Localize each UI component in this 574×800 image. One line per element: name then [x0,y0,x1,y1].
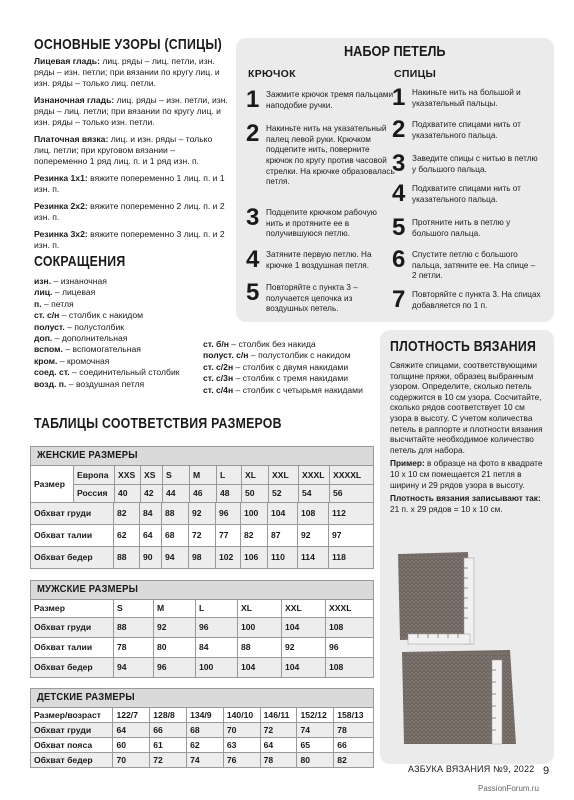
header-cell: 128/8 [149,708,186,722]
header-cell: 134/9 [186,708,223,722]
header-cell: 140/10 [223,708,260,722]
value-cell: 72 [188,525,215,546]
men-size-table [30,580,374,678]
value-cell: 78 [260,753,297,767]
value-cell: 94 [113,658,153,677]
women-measure-rows [31,502,373,568]
abbr-item: п. – петля [34,298,74,309]
women-europe-row [74,466,373,484]
row-label-cell: Обхват талии [34,530,93,540]
hook-step: 3 Подцепите крючком рабочую нить и протяните ее в получившуюся петлю. [246,204,377,239]
value-cell: 104 [237,658,281,677]
value-cell: 96 [153,658,195,677]
pattern-item: Резинка 1х1: вяжите попеременно 1 лиц. п. и 1 изн. п. [34,173,225,194]
size-cell: 56 [329,485,362,502]
value-cell: 66 [333,738,373,752]
table-header-row [31,707,373,722]
header-cell: XL [237,600,281,617]
value-cell: 78 [333,723,373,737]
row-label-cell: Обхват бедер [34,662,93,672]
header-cell: 158/13 [333,708,373,722]
value-cell: 80 [153,638,195,657]
header-cell: 152/12 [296,708,333,722]
kids-rows [31,707,373,767]
value-cell: 92 [188,503,215,524]
value-cell: 68 [186,723,223,737]
header-cell: XXXL [325,600,373,617]
pattern-item: Лицевая гладь: лиц. ряды – лиц. петли, изн. ряды – изн. петли; при вязании по кругу лиц. и изн. ряды – только лиц. петли. [34,56,220,88]
value-cell: 66 [149,723,186,737]
value-cell: 94 [161,547,188,568]
size-cell: XS [140,466,162,484]
value-cell: 96 [195,618,237,637]
abbr-item: кром. – кромочная [34,355,110,366]
table-row [31,637,373,657]
pattern-item: Резинка 2х2: вяжите попеременно 2 лиц. п. и 2 изн. п. [34,201,225,222]
size-cell: XXXL [298,466,329,484]
size-cell: XXXXL [329,466,362,484]
abbr-item: полуст. – полустолбик [34,321,125,332]
header-cell: Размер/возраст [34,709,101,720]
value-cell: 108 [325,618,373,637]
size-cell: 40 [114,485,140,502]
value-cell: 62 [113,525,139,546]
abbr-item: соед. ст. – соединительный столбик [34,367,180,378]
row-label-cell: Обхват пояса [34,739,93,750]
abbr-item: ст. с/2н – столбик с двумя накидами [203,361,349,372]
size-cell: 42 [140,485,162,502]
table-row [31,502,373,524]
size-tables-title: ТАБЛИЦЫ СООТВЕТСТВИЯ РАЗМЕРОВ [34,415,282,432]
value-cell: 70 [112,753,149,767]
men-table-header: МУЖСКИЕ РАЗМЕРЫ [31,581,373,599]
abbr-item: ст. с/н – столбик с накидом [34,310,144,321]
gauge-formula: Плотность вязания записывают так: 21 п. х 29 рядов = 10 х 10 см. [390,493,541,514]
abbr-item: доп. – дополнительная [34,332,128,343]
size-cell: S [162,466,189,484]
value-cell: 112 [328,503,361,524]
men-rows [31,599,373,677]
abbr-item: лиц. – лицевая [34,287,96,298]
value-cell: 100 [240,503,267,524]
value-cell: 88 [161,503,188,524]
value-cell: 64 [112,723,149,737]
value-cell: 70 [223,723,260,737]
value-cell: 92 [281,638,325,657]
size-cell: XXS [114,466,140,484]
needle-step: 3 Заведите спицы с нитью в петлю у большого пальца. [392,150,538,177]
value-cell: 102 [215,547,240,568]
size-label-cell: Размер [34,478,65,489]
value-cell: 82 [113,503,139,524]
value-cell: 64 [139,525,161,546]
header-cell: 146/11 [260,708,297,722]
size-cell: 52 [268,485,298,502]
value-cell: 82 [333,753,373,767]
size-cell: 50 [241,485,268,502]
value-cell: 104 [281,658,325,677]
watermark: PassionForum.ru [478,784,539,793]
value-cell: 96 [215,503,240,524]
value-cell: 104 [281,618,325,637]
gauge-example: Пример: в образце на фото в квадрате 10 х 10 см помещается 21 петля в ширину и 29 рядов узора в высоту. [390,458,543,490]
size-cell: 54 [298,485,329,502]
size-cell: XL [241,466,268,484]
value-cell: 72 [260,723,297,737]
value-cell: 88 [113,618,153,637]
women-russia-row [74,484,373,502]
hook-column-title: КРЮЧОК [248,68,296,80]
needle-step: 5 Протяните нить в петлю у большого пальца. [392,214,511,241]
value-cell: 110 [267,547,297,568]
value-cell: 84 [195,638,237,657]
value-cell: 88 [237,638,281,657]
value-cell: 78 [113,638,153,657]
value-cell: 97 [328,525,361,546]
size-cell: XXL [268,466,298,484]
hook-step: 4 Затяните первую петлю. На крючке 1 воздушная петля. [246,246,372,273]
needles-column-title: СПИЦЫ [394,68,437,80]
table-header-row [31,599,373,617]
value-cell: 60 [112,738,149,752]
magazine-footer: АЗБУКА ВЯЗАНИЯ №9, 2022 [408,764,535,774]
value-cell: 114 [297,547,328,568]
table-row [31,722,373,737]
knitted-swatch-photo [392,548,522,748]
value-cell: 108 [297,503,328,524]
abbr-item: вспом. – вспомогательная [34,344,141,355]
abbr-item: ст. с/3н – столбик с тремя накидами [203,373,349,384]
header-cell: Размер [34,603,65,613]
russia-label-cell: Россия [77,488,108,498]
hook-step: 5 Повторяйте с пункта 3 – получается цепочка из воздушных петель. [246,279,358,314]
table-row [31,752,373,767]
abbreviations-title: СОКРАЩЕНИЯ [34,253,126,270]
value-cell: 92 [297,525,328,546]
needle-step: 6 Спустите петлю с большого пальца, затяните ее. На спице – 2 петли. [392,246,536,281]
size-cell: M [189,466,216,484]
row-label-cell: Обхват груди [34,622,92,632]
women-size-table [30,446,374,569]
header-cell: M [153,600,195,617]
value-cell: 63 [223,738,260,752]
pattern-item: Резинка 3х2: вяжите попеременно 3 лиц. п. и 2 изн. п. [34,229,225,250]
page-number: 9 [543,765,550,777]
value-cell: 108 [325,658,373,677]
value-cell: 61 [149,738,186,752]
kids-table-header: ДЕТСКИЕ РАЗМЕРЫ [31,689,373,707]
size-cell: 48 [216,485,241,502]
size-cell: 44 [162,485,189,502]
table-row [31,657,373,677]
value-cell: 76 [223,753,260,767]
header-cell: XXL [281,600,325,617]
abbr-item: изн. – изнаночная [34,276,107,286]
table-row [31,617,373,637]
patterns-title: ОСНОВНЫЕ УЗОРЫ (СПИЦЫ) [34,36,222,53]
gauge-title: ПЛОТНОСТЬ ВЯЗАНИЯ [390,338,537,355]
row-label-cell: Обхват груди [34,724,92,735]
abbr-item: ст. с/4н – столбик с четырьмя накидами [203,384,363,395]
header-cell: S [113,600,153,617]
europe-label-cell: Европа [77,469,109,480]
needle-step: 7 Повторяйте с пункта 3. На спицах добавляется по 1 п. [392,286,541,313]
value-cell: 82 [240,525,267,546]
gauge-text [390,360,548,518]
size-cell: L [216,466,241,484]
value-cell: 104 [267,503,297,524]
cast-on-title: НАБОР ПЕТЕЛЬ [344,43,446,60]
value-cell: 92 [153,618,195,637]
row-label-cell: Обхват талии [34,642,93,652]
value-cell: 84 [139,503,161,524]
hook-step: 1 Зажмите крючок тремя пальцами наподобие ручки. [246,86,394,113]
value-cell: 80 [296,753,333,767]
value-cell: 72 [149,753,186,767]
value-cell: 62 [186,738,223,752]
value-cell: 106 [240,547,267,568]
pattern-item: Изнаночная гладь: лиц. ряды – изн. петли, изн. ряды – лиц. петли; при вязании по кругу лиц. и изн. ряды – только изн. петли. [34,95,228,127]
abbr-item: возд. п. – воздушная петля [34,378,145,389]
row-label-cell: Обхват бедер [34,754,93,765]
value-cell: 87 [267,525,297,546]
size-cell: 46 [189,485,216,502]
gauge-paragraph: Свяжите спицами, соответствующими толщине пряжи, образец выбранным узором. Определите, сколько петель содержится в 10 см узора. Сосчитайте, сколько рядов соответствует 10 см узора в высоту. С учетом количества петель в раппорте и плотности вязания высчитайте необходимое количество петель для набора. [390,360,543,455]
value-cell: 74 [186,753,223,767]
value-cell: 100 [195,658,237,677]
value-cell: 77 [215,525,240,546]
abbreviations-right-list [203,339,383,396]
abbr-item: полуст. с/н – полустолбик с накидом [203,350,351,361]
cast-on-panel [236,38,554,322]
value-cell: 118 [328,547,361,568]
header-cell: 122/7 [112,708,149,722]
value-cell: 74 [296,723,333,737]
value-cell: 100 [237,618,281,637]
women-table-header: ЖЕНСКИЕ РАЗМЕРЫ [31,447,373,465]
needle-step: 2 Подхватите спицами нить от указательного пальца. [392,116,521,143]
patterns-list [34,56,230,257]
value-cell: 90 [139,547,161,568]
row-label-cell: Обхват бедер [34,552,93,562]
value-cell: 68 [161,525,188,546]
row-label-cell: Обхват груди [34,508,92,518]
table-row [31,524,373,546]
value-cell: 88 [113,547,139,568]
value-cell: 64 [260,738,297,752]
needle-step: 4 Подхватите спицами нить от указательного пальца. [392,180,521,207]
abbr-item: ст. б/н – столбик без накида [203,339,316,349]
kids-size-table [30,688,374,768]
hook-step: 2 Накиньте нить на указательный палец левой руки. Крючком подцепите нить, поверните крючок по кругу против часовой стрелки. На крючке образовалась петля. [246,120,395,187]
pattern-item: Платочная вязка: лиц. и изн. ряды – только лиц. петли; при круговом вязании – попеременно 1 ряд лиц. п. и 1 ряд изн. п. [34,134,213,166]
table-row [31,737,373,752]
value-cell: 98 [188,547,215,568]
header-cell: L [195,600,237,617]
table-row [31,546,373,568]
value-cell: 65 [296,738,333,752]
value-cell: 96 [325,638,373,657]
needle-step: 1 Накиньте нить на большой и указательный пальцы. [392,84,521,111]
